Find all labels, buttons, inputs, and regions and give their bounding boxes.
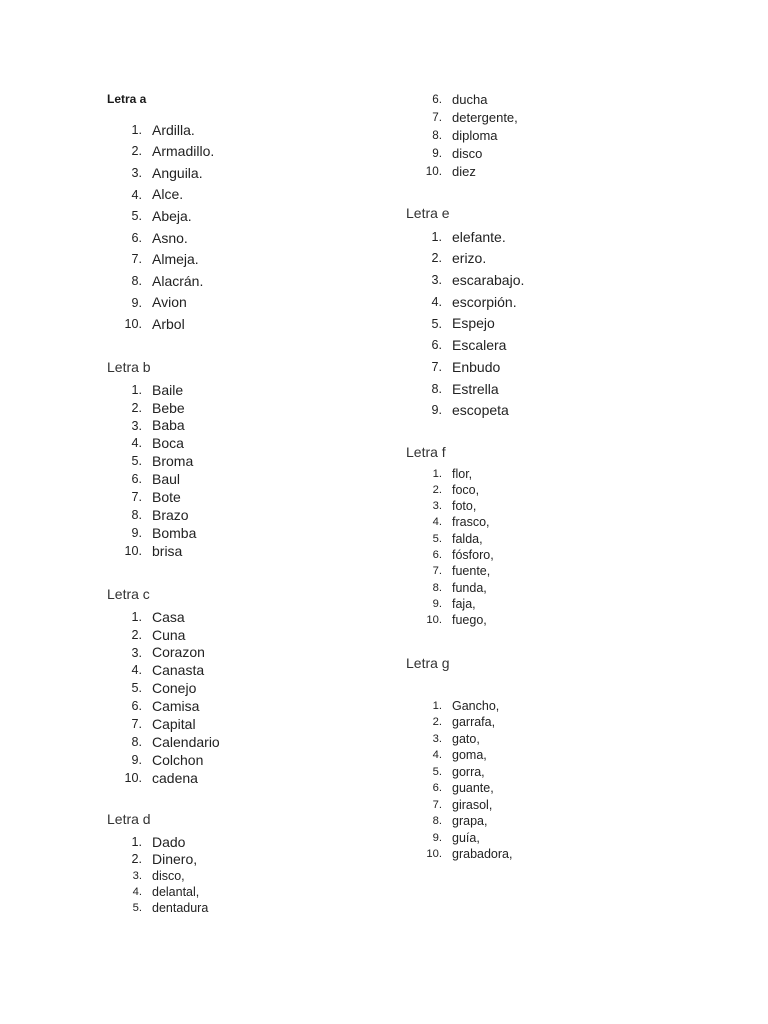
list-item-number: 1. xyxy=(131,834,142,849)
list-item-number: 10. xyxy=(124,770,142,785)
list-item-text: Enbudo xyxy=(452,358,501,375)
list-item-text: Almeja. xyxy=(152,251,199,268)
list-item-number: 4. xyxy=(432,749,442,761)
list-item-number: 10. xyxy=(426,848,442,860)
list-item-number: 4. xyxy=(131,663,142,678)
list-item-text: Broma xyxy=(152,453,194,470)
list-item-text: Bote xyxy=(152,489,181,505)
list-item-text: Armadillo. xyxy=(152,143,215,160)
list-item-text: Arbol xyxy=(152,316,185,332)
list-item-text: Casa xyxy=(152,608,185,625)
list-item-number: 3. xyxy=(132,869,142,882)
list-item-number: 6. xyxy=(131,699,142,714)
section-heading-d: Letra d xyxy=(107,811,151,827)
list-item-text: Ardilla. xyxy=(152,121,195,138)
list-item-text: guante, xyxy=(452,781,494,795)
list-item-number: 9. xyxy=(432,831,442,844)
section-heading-a: Letra a xyxy=(107,92,147,106)
list-item-text: funda, xyxy=(452,580,487,595)
list-item-number: 8. xyxy=(431,381,442,396)
list-item-number: 2. xyxy=(131,144,142,159)
list-item-number: 5. xyxy=(432,765,442,778)
list-item-number: 10. xyxy=(124,317,142,332)
list-item-number: 7. xyxy=(432,111,442,125)
list-item-text: Boca xyxy=(152,435,184,452)
list-item-text: grabadora, xyxy=(452,847,513,861)
list-item-number: 8. xyxy=(131,735,142,749)
list-item-number: 3. xyxy=(431,273,442,288)
list-item-number: 9. xyxy=(131,752,142,767)
list-item-text: gorra, xyxy=(452,764,485,779)
list-item-number: 9. xyxy=(432,147,442,161)
list-item-text: Baile xyxy=(152,381,184,398)
list-item-text: escorpión. xyxy=(452,293,517,310)
list-item-text: Avion xyxy=(152,294,187,311)
list-item-number: 6. xyxy=(131,230,142,245)
list-item-text: Baul xyxy=(152,471,181,488)
list-item-number: 2. xyxy=(131,627,142,642)
list-item-text: diez xyxy=(452,164,476,180)
list-item-text: brisa xyxy=(152,542,183,559)
list-item-number: 1. xyxy=(431,229,442,244)
list-item-text: disco xyxy=(452,146,483,162)
list-item-number: 5. xyxy=(131,209,142,224)
list-item-number: 9. xyxy=(432,597,442,610)
list-item-number: 4. xyxy=(432,516,442,529)
list-item-text: Dado xyxy=(152,833,186,850)
section-heading-f: Letra f xyxy=(406,444,446,460)
list-item-number: 8. xyxy=(432,815,442,827)
list-item-number: 5. xyxy=(131,454,142,469)
list-item-text: Capital xyxy=(152,716,196,732)
list-item-text: Calendario xyxy=(152,733,220,750)
list-item-number: 1. xyxy=(131,609,142,624)
list-item-number: 8. xyxy=(432,581,442,594)
list-item-text: detergente, xyxy=(452,110,518,126)
list-item-number: 1. xyxy=(432,467,442,480)
list-item-number: 4. xyxy=(131,436,142,451)
section-heading-c: Letra c xyxy=(107,586,150,602)
list-item-text: dentadura xyxy=(152,901,209,916)
list-item-text: escopeta xyxy=(452,402,509,419)
list-item-text: Colchon xyxy=(152,751,204,768)
list-item-number: 8. xyxy=(131,273,142,288)
list-item-number: 9. xyxy=(431,403,442,418)
list-item-number: 9. xyxy=(131,525,142,540)
list-item-number: 7. xyxy=(131,490,142,505)
list-item-number: 2. xyxy=(432,716,442,728)
list-item-text: ducha xyxy=(452,92,488,108)
list-item-text: Dinero, xyxy=(152,851,198,868)
list-item-number: 6. xyxy=(431,338,442,353)
list-item-number: 5. xyxy=(431,316,442,331)
list-item-text: frasco, xyxy=(452,515,490,530)
list-item-number: 5. xyxy=(132,902,142,915)
list-item-number: 8. xyxy=(432,129,442,143)
list-item-number: 6. xyxy=(432,549,442,561)
list-item-number: 3. xyxy=(131,418,142,433)
list-item-text: foto, xyxy=(452,499,477,514)
list-item-text: flor, xyxy=(452,466,473,481)
list-item-text: Alacrán. xyxy=(152,272,204,289)
section-heading-b: Letra b xyxy=(107,359,151,375)
list-item-number: 7. xyxy=(432,565,442,578)
list-item-text: Asno. xyxy=(152,229,188,246)
list-item-number: 3. xyxy=(131,645,142,660)
list-item-text: cadena xyxy=(152,769,198,786)
list-item-text: falda, xyxy=(452,531,483,546)
list-item-number: 2. xyxy=(432,483,442,496)
list-item-text: escarabajo. xyxy=(452,272,525,288)
list-item-number: 5. xyxy=(432,532,442,545)
section-heading-e: Letra e xyxy=(406,205,450,221)
list-item-number: 1. xyxy=(131,122,142,137)
list-item-number: 3. xyxy=(432,732,442,745)
list-item-text: delantal, xyxy=(152,884,200,899)
list-item-text: Bebe xyxy=(152,399,185,416)
list-item-text: goma, xyxy=(452,748,487,762)
list-item-text: guía, xyxy=(452,830,480,845)
list-item-text: fuente, xyxy=(452,564,491,579)
list-item-text: Camisa xyxy=(152,698,200,715)
list-item-number: 6. xyxy=(432,93,442,107)
list-item-text: Abeja. xyxy=(152,208,192,224)
list-item-text: Canasta xyxy=(152,662,205,679)
list-item-text: Corazon xyxy=(152,644,205,661)
list-item-number: 7. xyxy=(431,359,442,374)
list-item-text: garrafa, xyxy=(452,715,496,729)
list-item-number: 5. xyxy=(131,681,142,696)
list-item-number: 1. xyxy=(131,382,142,397)
list-item-number: 7. xyxy=(131,717,142,732)
list-item-number: 10. xyxy=(124,543,142,558)
list-item-text: Anguila. xyxy=(152,164,203,181)
list-item-number: 4. xyxy=(132,885,142,898)
section-heading-g: Letra g xyxy=(406,655,450,671)
list-item-number: 2. xyxy=(131,400,142,415)
list-item-number: 10. xyxy=(425,165,442,179)
list-item-number: 3. xyxy=(131,165,142,180)
list-item-number: 6. xyxy=(131,472,142,487)
list-item-number: 1. xyxy=(432,699,442,712)
list-item-text: Baba xyxy=(152,417,185,434)
list-item-text: Estrella xyxy=(452,380,499,397)
list-item-number: 2. xyxy=(131,852,142,867)
list-item-number: 3. xyxy=(432,500,442,513)
list-item-text: Conejo xyxy=(152,680,197,697)
list-item-text: grapa, xyxy=(452,814,488,828)
list-item-number: 2. xyxy=(431,251,442,266)
list-item-text: fuego, xyxy=(452,613,487,628)
list-item-text: Bomba xyxy=(152,524,197,541)
list-item-number: 6. xyxy=(432,782,442,794)
list-item-number: 4. xyxy=(131,187,142,202)
list-item-text: Espejo xyxy=(452,315,495,332)
list-item-text: Cuna xyxy=(152,626,186,643)
list-item-text: faja, xyxy=(452,596,476,611)
list-item-text: fósforo, xyxy=(452,548,494,562)
list-item-number: 8. xyxy=(131,508,142,522)
list-item-number: 7. xyxy=(432,798,442,811)
list-item-number: 10. xyxy=(426,614,442,627)
list-item-text: elefante. xyxy=(452,228,506,245)
list-item-text: erizo. xyxy=(452,250,487,267)
list-item-text: Gancho, xyxy=(452,698,500,713)
list-item-text: Escalera xyxy=(452,337,507,354)
list-item-number: 9. xyxy=(131,295,142,310)
list-item-text: disco, xyxy=(152,868,185,883)
list-item-text: foco, xyxy=(452,482,480,497)
list-item-text: gato, xyxy=(452,731,480,746)
list-item-text: Brazo xyxy=(152,506,189,523)
list-item-number: 4. xyxy=(431,294,442,309)
list-item-text: girasol, xyxy=(452,797,493,812)
list-item-text: Alce. xyxy=(152,186,184,203)
list-item-text: diploma xyxy=(452,128,498,144)
list-item-number: 7. xyxy=(131,252,142,267)
